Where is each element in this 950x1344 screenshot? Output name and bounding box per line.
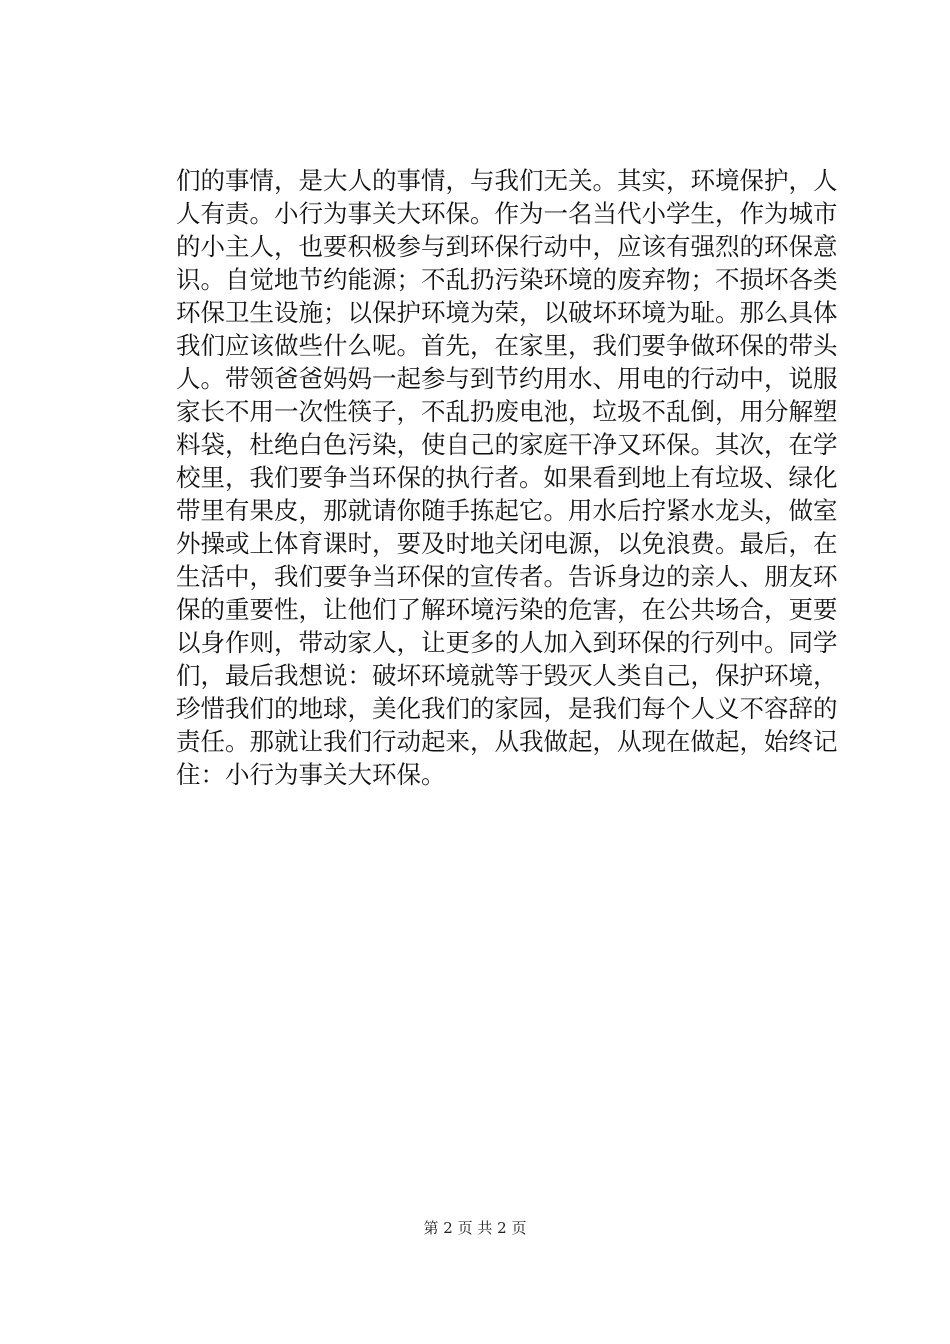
text-line: 人。带领爸爸妈妈一起参与到节约用水、用电的行动中，说服 xyxy=(176,364,838,393)
page-number-footer: 第 2 页 共 2 页 xyxy=(423,1219,527,1237)
text-line: 识。自觉地节约能源；不乱扔污染环境的废弃物；不损坏各类 xyxy=(176,265,838,294)
text-line: 珍惜我们的地球，美化我们的家园，是我们每个人义不容辞的 xyxy=(176,694,838,723)
text-line: 们，最后我想说：破坏环境就等于毁灭人类自己，保护环境， xyxy=(176,661,838,690)
text-line: 外操或上体育课时，要及时地关闭电源，以免浪费。最后，在 xyxy=(176,529,838,558)
text-line: 们的事情，是大人的事情，与我们无关。其实，环境保护，人 xyxy=(176,166,838,195)
text-line: 料袋，杜绝白色污染，使自己的家庭干净又环保。其次，在学 xyxy=(176,430,838,459)
text-line: 我们应该做些什么呢。首先，在家里，我们要争做环保的带头 xyxy=(176,331,838,360)
text-line: 家长不用一次性筷子，不乱扔废电池，垃圾不乱倒，用分解塑 xyxy=(176,397,838,426)
text-line: 的小主人，也要积极参与到环保行动中，应该有强烈的环保意 xyxy=(176,232,838,261)
text-line: 责任。那就让我们行动起来，从我做起，从现在做起，始终记 xyxy=(176,727,838,756)
text-line: 以身作则，带动家人，让更多的人加入到环保的行列中。同学 xyxy=(176,628,838,657)
body-text xyxy=(176,164,838,791)
text-line: 人有责。小行为事关大环保。作为一名当代小学生，作为城市 xyxy=(176,199,838,228)
text-line: 带里有果皮，那就请你随手拣起它。用水后拧紧水龙头，做室 xyxy=(176,496,838,525)
text-line: 环保卫生设施；以保护环境为荣，以破坏环境为耻。那么具体 xyxy=(176,298,838,327)
text-line-last: 住：小行为事关大环保。 xyxy=(176,760,446,789)
text-line: 生活中，我们要争当环保的宣传者。告诉身边的亲人、朋友环 xyxy=(176,562,838,591)
text-line: 校里，我们要争当环保的执行者。如果看到地上有垃圾、绿化 xyxy=(176,463,838,492)
text-line: 保的重要性，让他们了解环境污染的危害，在公共场合，更要 xyxy=(176,595,838,624)
